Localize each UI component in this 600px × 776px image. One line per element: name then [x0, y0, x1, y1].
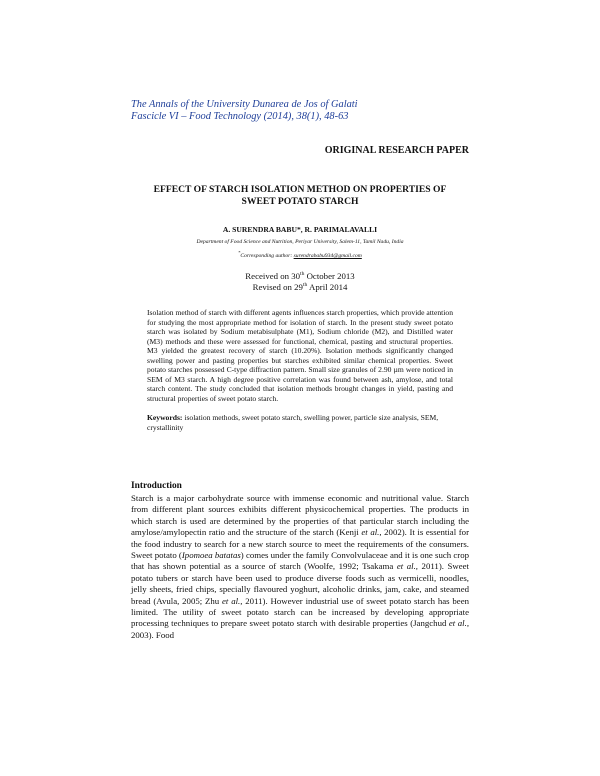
received-date [131, 271, 469, 282]
journal-name: The Annals of the University Dunarea de Jos of Galati [131, 99, 358, 110]
intro-text-6: , 2003). Food [131, 618, 470, 640]
intro-et-al-2: et al. [396, 561, 416, 572]
corresponding-author [131, 249, 469, 260]
intro-et-al-3: et al. [222, 595, 241, 606]
paper-title [131, 184, 469, 207]
paper-type: ORIGINAL RESEARCH PAPER [324, 145, 469, 156]
intro-text-4: , 2011). Sweet potato tubers or starch have been used to produce diverse foods such as vermicelli, noodles, jelly sheets, fried chips, specially flavoured yoghurt, alcoholic drinks, jam, cake, and steamed bread (Avula, 2005; Zhu [131, 561, 470, 606]
intro-et-al-1: et al. [361, 527, 380, 538]
received-suffix: October 2013 [304, 271, 355, 281]
introduction-body [131, 493, 469, 641]
journal-citation: Fascicle VI – Food Technology (2014), 38(1), 48-63 [131, 111, 349, 123]
keywords [147, 413, 453, 432]
keywords-label: Keywords: [147, 413, 183, 422]
corresponding-marker: * [238, 250, 241, 255]
intro-species: Ipomoea batatas [181, 550, 241, 561]
intro-et-al-4: et al. [448, 618, 467, 629]
revised-ordinal: th [302, 282, 308, 289]
revised-date [131, 282, 469, 293]
corresponding-label: Corresponding author: [240, 252, 294, 259]
journal-header [131, 99, 491, 124]
revised-prefix: Revised on 29 [252, 282, 303, 293]
corresponding-email-link[interactable]: surendrababu934@gmail.com [293, 252, 362, 259]
paper-title-line-2: SWEET POTATO STARCH [241, 195, 359, 207]
intro-text-2: , 2002). It is essential for the food industry to search for a new starch source to meet the requirements of the consumers. Sweet potato ( [131, 527, 469, 561]
intro-text-1: Starch is a major carbohydrate source with immense economic and nutritional value. Starch from different plant sources exhibits different physicochemical properties. The products in which starch is used are determined by the properties of that particular starch including the amylose/amylopectin ratio and the structure of the starch (Kenji [131, 493, 469, 538]
affiliation: Department of Food Science and Nutrition, Periyar University, Salem-11, Tamil Nadu, India [196, 239, 404, 245]
paper-title-line-1: EFFECT OF STARCH ISOLATION METHOD ON PROPERTIES OF [153, 184, 447, 195]
intro-text-3: ) comes under the family Convolvulaceae and it is one such crop that has shown potential as a source of starch (Woolfe, 1992; Tsakama [131, 550, 469, 572]
received-ordinal: th [300, 271, 305, 278]
intro-text-5: , 2011). However industrial use of sweet potato starch has been limited. The utility of sweet potato starch can be increased by developing appropriate processing techniques to prepare sweet potato starch with desirable properties (Jangchud [131, 595, 469, 629]
received-prefix: Received on 30 [245, 271, 301, 281]
revised-suffix: April 2014 [307, 282, 348, 293]
abstract: Isolation method of starch with different agents influences starch properties, which provide attention for studying the most appropriate method for isolation of starch. In the present study sweet potato starch was isolated by Sodium metabisulphate (M1), Sodium chloride (M2), and Distilled water (M3) methods and these were assessed for functional, chemical, pasting and structural properties. M3 yielded the greatest recovery of starch (10.20%). Isolation methods significantly changed swelling power and pasting properties but starches exhibited similar chemical properties. Sweet potato starches possessed C-type diffraction pattern. Small size granules of 2.90 µm were noticed in SEM of M3 starch. A high degree positive correlation was found between ash, amylose, and total starch content. The study concluded that isolation methods brought changes in yield, pasting and structural properties of sweet potato starch. [147, 308, 453, 403]
keywords-text: isolation methods, sweet potato starch, swelling power, particle size analysis, SEM, crystallinity [147, 413, 439, 432]
authors: A. SURENDRA BABU*, R. PARIMALAVALLI [222, 225, 378, 234]
introduction-heading: Introduction [131, 481, 182, 491]
dates [131, 271, 469, 294]
